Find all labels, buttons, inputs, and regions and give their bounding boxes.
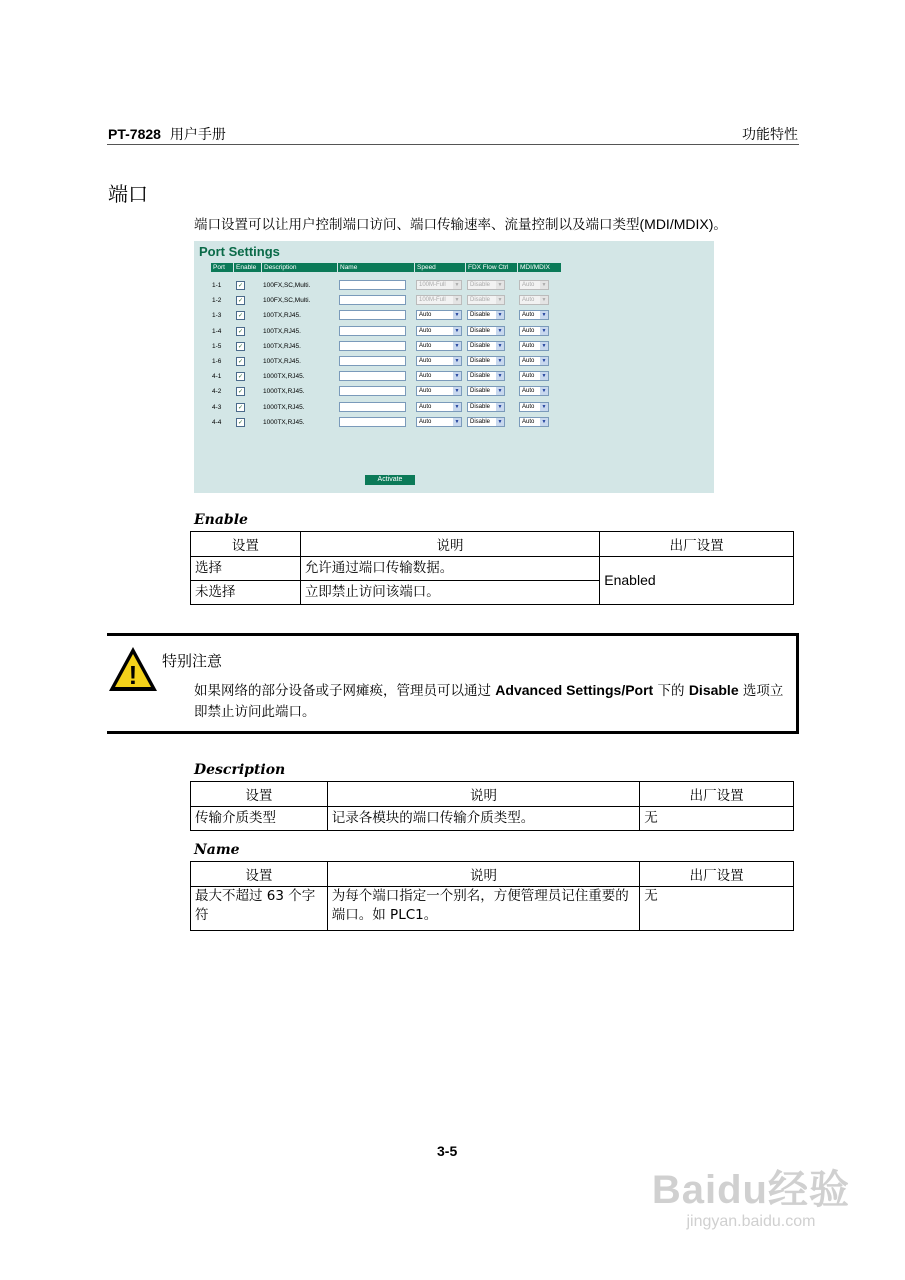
chevron-down-icon: ▼ xyxy=(497,327,503,334)
intro-text-en: (MDI/MDIX) xyxy=(639,216,714,232)
header-default: 出厂设置 xyxy=(640,782,794,807)
page-number: 3-5 xyxy=(437,1143,458,1159)
port-description: 1000TX,RJ45. xyxy=(263,388,305,396)
chevron-down-icon: ▼ xyxy=(497,358,503,364)
fdx-value: Disable xyxy=(470,282,491,288)
port-label: 4-2 xyxy=(212,388,222,396)
fdx-select xyxy=(467,295,505,305)
port-name-input[interactable] xyxy=(339,295,406,305)
speed-select[interactable] xyxy=(416,386,462,396)
enable-checkbox[interactable]: ✓ xyxy=(237,342,244,350)
setting-cell: 传输介质类型 xyxy=(191,807,328,831)
port-description: 100TX,RJ45. xyxy=(263,358,301,365)
desc-cell: 立即禁止访问该端口。 xyxy=(300,581,599,605)
chevron-down-icon: ▼ xyxy=(541,373,547,380)
mdi-select[interactable] xyxy=(519,341,549,351)
mdi-value: Auto xyxy=(522,297,535,304)
fdx-value: Disable xyxy=(470,342,491,349)
default-cell: 无 xyxy=(640,807,794,831)
speed-select[interactable] xyxy=(416,341,462,351)
col-header-mdi: MDI/MDIX xyxy=(518,263,561,272)
enable-table xyxy=(190,531,794,605)
enable-checkbox[interactable]: ✓ xyxy=(237,312,244,320)
fdx-select[interactable] xyxy=(467,402,505,412)
port-label: 4-4 xyxy=(212,418,222,426)
mdi-value: Auto xyxy=(522,312,535,319)
chevron-down-icon: ▼ xyxy=(541,342,547,349)
note-top-border xyxy=(107,633,799,636)
enable-checkbox[interactable]: ✓ xyxy=(237,388,244,396)
chevron-down-icon: ▼ xyxy=(454,418,460,425)
fdx-select[interactable] xyxy=(467,310,505,320)
port-row xyxy=(194,356,564,371)
setting-cell: 未选择 xyxy=(191,581,301,605)
chevron-down-icon: ▼ xyxy=(541,388,547,395)
enable-checkbox[interactable]: ✓ xyxy=(237,358,244,365)
fdx-value: Disable xyxy=(470,312,491,319)
name-label: Name xyxy=(194,842,240,858)
default-cell: 无 xyxy=(640,887,794,931)
mdi-value: Auto xyxy=(522,403,535,410)
fdx-select[interactable] xyxy=(467,371,505,381)
mdi-select[interactable] xyxy=(519,402,549,412)
mdi-select[interactable] xyxy=(519,386,549,396)
col-header-port: Port xyxy=(211,263,233,272)
speed-value: Auto xyxy=(419,388,432,395)
port-label: 4-3 xyxy=(212,403,222,411)
fdx-value: Disable xyxy=(470,373,491,380)
desc-cell: 允许通过端口传输数据。 xyxy=(300,557,599,581)
col-header-name: Name xyxy=(338,263,414,272)
speed-value: Auto xyxy=(419,312,432,319)
header-divider xyxy=(107,144,799,145)
port-label: 1-4 xyxy=(212,327,222,335)
header-setting: 设置 xyxy=(191,782,328,807)
chevron-down-icon: ▼ xyxy=(497,297,503,304)
port-row xyxy=(194,402,564,417)
port-row xyxy=(194,326,564,341)
port-name-input[interactable] xyxy=(339,386,406,396)
speed-value: Auto xyxy=(419,403,432,410)
warning-icon-glyph: ! xyxy=(128,660,138,690)
col-header-enable: Enable xyxy=(234,263,261,272)
chevron-down-icon: ▼ xyxy=(454,358,460,364)
port-row xyxy=(194,280,564,295)
mdi-select[interactable] xyxy=(519,417,549,427)
port-name-input[interactable] xyxy=(339,280,406,290)
note-bold-path: Advanced Settings/Port xyxy=(495,682,654,698)
watermark-logo: Baidu经验 xyxy=(651,1168,850,1212)
table-header-row xyxy=(191,862,794,887)
chevron-down-icon: ▼ xyxy=(497,282,503,288)
attention-box xyxy=(107,633,799,735)
port-name-input[interactable] xyxy=(339,402,406,412)
port-name-input[interactable] xyxy=(339,341,406,351)
speed-value: Auto xyxy=(419,342,432,349)
intro-text: 端口设置可以让用户控制端口访问、端口传输速率、流量控制以及端口类型 xyxy=(194,217,640,233)
chevron-down-icon: ▼ xyxy=(454,297,460,304)
note-text-1: 如果网络的部分设备或子网瘫痪，管理员可以通过 xyxy=(194,683,496,699)
fdx-value: Disable xyxy=(470,403,491,410)
header-default: 出厂设置 xyxy=(600,532,794,557)
warning-icon xyxy=(107,645,159,695)
description-label: Description xyxy=(194,762,286,778)
port-name-input[interactable] xyxy=(339,371,406,381)
port-row xyxy=(194,295,564,310)
enable-label: Enable xyxy=(194,512,248,528)
chevron-down-icon: ▼ xyxy=(497,312,503,319)
mdi-value: Auto xyxy=(522,388,535,395)
port-description: 1000TX,RJ45. xyxy=(263,418,305,426)
enable-checkbox[interactable]: ✓ xyxy=(237,418,244,426)
chevron-down-icon: ▼ xyxy=(454,403,460,410)
chevron-down-icon: ▼ xyxy=(497,373,503,380)
note-text-3: 选项立即禁止访问此端口。 xyxy=(194,683,784,720)
col-header-description: Description xyxy=(262,263,337,272)
speed-select xyxy=(416,295,462,305)
port-label: 1-5 xyxy=(212,342,222,350)
chevron-down-icon: ▼ xyxy=(541,327,547,334)
note-right-border xyxy=(796,633,799,734)
chevron-down-icon: ▼ xyxy=(454,327,460,334)
watermark xyxy=(652,1158,850,1231)
speed-select[interactable] xyxy=(416,371,462,381)
chevron-down-icon: ▼ xyxy=(454,373,460,380)
watermark-url: jingyan.baidu.com xyxy=(686,1213,816,1230)
chevron-down-icon: ▼ xyxy=(541,282,547,288)
mdi-select xyxy=(519,295,549,305)
speed-value: 100M-Full xyxy=(419,282,446,288)
port-row xyxy=(194,417,564,432)
port-name-input[interactable] xyxy=(339,417,406,427)
fdx-select[interactable] xyxy=(467,356,505,366)
speed-value: Auto xyxy=(419,327,432,334)
speed-select[interactable] xyxy=(416,356,462,366)
port-description: 100TX,RJ45. xyxy=(263,342,301,350)
chevron-down-icon: ▼ xyxy=(541,358,547,364)
mdi-select[interactable] xyxy=(519,371,549,381)
speed-value: Auto xyxy=(419,373,432,380)
chevron-down-icon: ▼ xyxy=(541,418,547,425)
port-label: 1-6 xyxy=(212,358,222,365)
fdx-value: Disable xyxy=(470,327,491,334)
chevron-down-icon: ▼ xyxy=(497,418,503,425)
default-cell: Enabled xyxy=(600,557,794,605)
intro-text-end: 。 xyxy=(713,217,727,233)
table-row xyxy=(191,557,794,581)
mdi-value: Auto xyxy=(522,358,535,364)
enable-checkbox[interactable]: ✓ xyxy=(237,403,244,411)
port-settings-panel xyxy=(194,241,714,493)
port-row xyxy=(194,371,564,386)
col-header-speed: Speed xyxy=(415,263,465,272)
mdi-select[interactable] xyxy=(519,310,549,320)
name-table xyxy=(190,861,794,931)
fdx-value: Disable xyxy=(470,388,491,395)
port-description: 1000TX,RJ45. xyxy=(263,373,305,381)
mdi-value: Auto xyxy=(522,342,535,349)
speed-select[interactable] xyxy=(416,310,462,320)
mdi-value: Auto xyxy=(522,418,535,425)
fdx-value: Disable xyxy=(470,358,491,364)
port-row xyxy=(194,310,564,325)
chevron-down-icon: ▼ xyxy=(497,388,503,395)
port-label: 1-3 xyxy=(212,312,222,320)
chevron-down-icon: ▼ xyxy=(454,282,460,288)
activate-button[interactable]: Activate xyxy=(365,475,415,485)
enable-checkbox[interactable]: ✓ xyxy=(237,282,244,289)
speed-select[interactable] xyxy=(416,402,462,412)
table-row xyxy=(191,807,794,831)
port-label: 4-1 xyxy=(212,373,222,381)
chevron-down-icon: ▼ xyxy=(541,403,547,410)
port-description: 100TX,RJ45. xyxy=(263,327,301,335)
chevron-down-icon: ▼ xyxy=(454,342,460,349)
speed-select xyxy=(416,280,462,290)
table-header-row xyxy=(191,782,794,807)
chevron-down-icon: ▼ xyxy=(541,312,547,319)
col-header-fdx: FDX Flow Ctrl xyxy=(466,263,517,272)
enable-checkbox[interactable]: ✓ xyxy=(237,297,244,305)
manual-name: 用户手册 xyxy=(169,127,226,143)
port-name-input[interactable] xyxy=(339,326,406,336)
port-description: 100FX,SC,Multi. xyxy=(263,297,311,305)
port-label: 1-1 xyxy=(212,282,222,289)
fdx-value: Disable xyxy=(470,297,491,304)
note-body xyxy=(194,680,794,723)
port-row xyxy=(194,386,564,401)
mdi-value: Auto xyxy=(522,327,535,334)
note-bold-disable: Disable xyxy=(688,682,739,698)
header-default: 出厂设置 xyxy=(640,862,794,887)
enable-checkbox[interactable]: ✓ xyxy=(237,327,244,335)
port-settings-title: Port Settings xyxy=(199,244,280,259)
port-description: 100FX,SC,Multi. xyxy=(263,282,311,289)
port-row xyxy=(194,341,564,356)
chevron-down-icon: ▼ xyxy=(454,312,460,319)
header-desc: 说明 xyxy=(327,782,639,807)
chevron-down-icon: ▼ xyxy=(497,403,503,410)
header-setting: 设置 xyxy=(191,862,328,887)
port-description: 1000TX,RJ45. xyxy=(263,403,305,411)
header-title xyxy=(108,124,226,144)
description-table xyxy=(190,781,794,831)
table-row xyxy=(191,887,794,931)
desc-cell: 为每个端口指定一个别名，方便管理员记住重要的端口。如 PLC1。 xyxy=(327,887,639,931)
chevron-down-icon: ▼ xyxy=(541,297,547,304)
setting-cell: 最大不超过 63 个字符 xyxy=(191,887,328,931)
speed-select[interactable] xyxy=(416,417,462,427)
setting-cell: 选择 xyxy=(191,557,301,581)
port-label: 1-2 xyxy=(212,297,222,305)
header-desc: 说明 xyxy=(327,862,639,887)
mdi-select[interactable] xyxy=(519,356,549,366)
enable-checkbox[interactable]: ✓ xyxy=(237,373,244,381)
mdi-select xyxy=(519,280,549,290)
desc-cell: 记录各模块的端口传输介质类型。 xyxy=(327,807,639,831)
header-setting: 设置 xyxy=(191,532,301,557)
mdi-value: Auto xyxy=(522,282,535,288)
header-desc: 说明 xyxy=(300,532,599,557)
port-name-input[interactable] xyxy=(339,356,406,366)
section-title: 端口 xyxy=(108,182,148,206)
note-title: 特别注意 xyxy=(162,652,223,670)
fdx-select[interactable] xyxy=(467,386,505,396)
intro-paragraph xyxy=(194,213,727,233)
port-name-input[interactable] xyxy=(339,310,406,320)
speed-value: Auto xyxy=(419,358,432,364)
header-section: 功能特性 xyxy=(742,127,798,143)
speed-value: Auto xyxy=(419,418,432,425)
product-name: PT-7828 xyxy=(108,126,161,142)
note-bottom-border xyxy=(107,731,799,734)
chevron-down-icon: ▼ xyxy=(454,388,460,395)
fdx-select[interactable] xyxy=(467,341,505,351)
chevron-down-icon: ▼ xyxy=(497,342,503,349)
fdx-select[interactable] xyxy=(467,326,505,336)
fdx-value: Disable xyxy=(470,418,491,425)
table-header-row xyxy=(191,532,794,557)
mdi-value: Auto xyxy=(522,373,535,380)
note-text-2: 下的 xyxy=(653,683,689,699)
fdx-select xyxy=(467,280,505,290)
speed-select[interactable] xyxy=(416,326,462,336)
port-description: 100TX,RJ45. xyxy=(263,312,301,320)
speed-value: 100M-Full xyxy=(419,297,446,304)
fdx-select[interactable] xyxy=(467,417,505,427)
mdi-select[interactable] xyxy=(519,326,549,336)
